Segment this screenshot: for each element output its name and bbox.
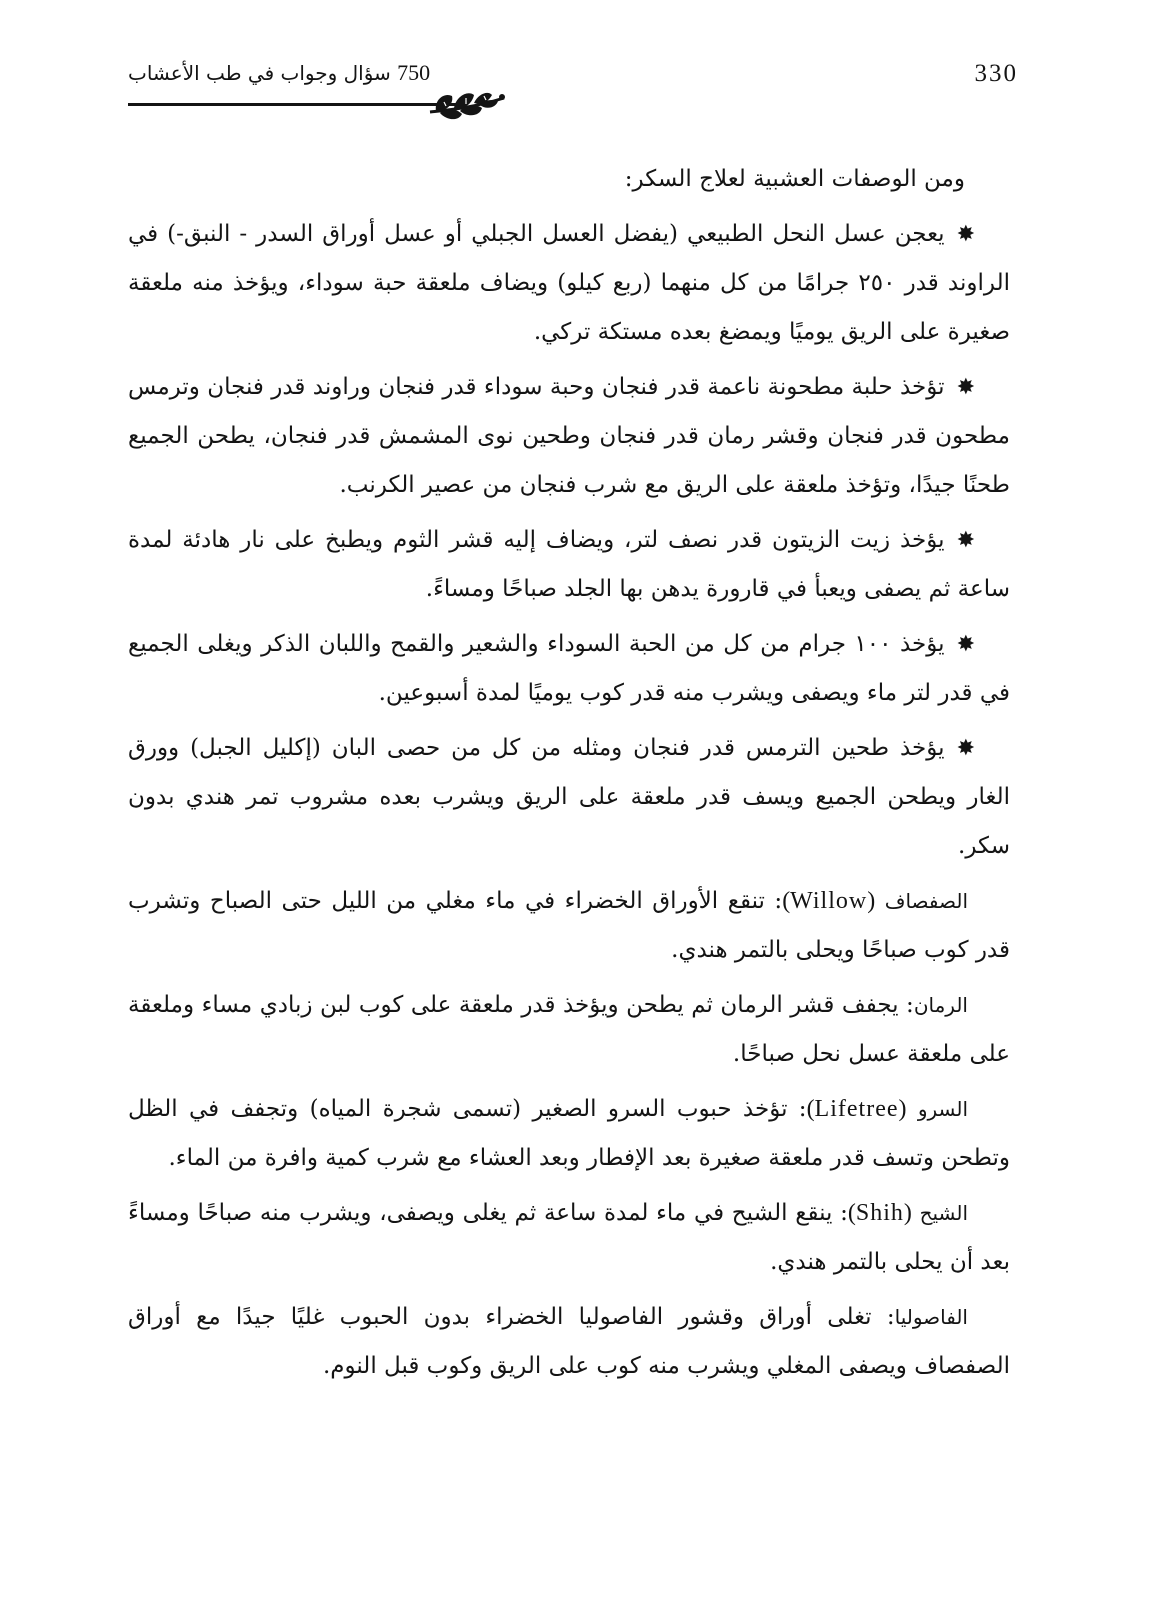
recipe-text: يؤخذ طحين الترمس قدر فنجان ومثله من كل من حصى البان (إكليل الجبل) وورق الغار ويطحن الجميع ويسف قدر ملعقة على الريق ويشرب بعده مشروب تمر هندي بدون سكر. <box>128 735 1010 859</box>
herb-entry <box>128 981 1010 1079</box>
herb-latin-name: (Willow) <box>782 888 876 914</box>
herb-name: السرو <box>917 1097 968 1121</box>
herb-latin-name: (Shih) <box>847 1200 912 1226</box>
herb-description: : تؤخذ حبوب السرو الصغير (تسمى شجرة المياه) وتجفف في الظل وتطحن وتسف قدر ملعقة صغيرة بعد الإفطار وبعد العشاء مع شرب كمية وافرة من الماء. <box>128 1096 1010 1171</box>
bullet-star-icon: ✸ <box>956 632 975 657</box>
herb-name: الشيح <box>919 1201 969 1225</box>
recipes-intro: ومن الوصفات العشبية لعلاج السكر: <box>624 166 965 192</box>
page-number: 330 <box>974 60 1018 87</box>
recipe-bullet <box>128 620 1010 718</box>
herb-entry <box>128 1085 1010 1183</box>
book-title-text: سؤال وجواب في طب الأعشاب <box>128 61 391 85</box>
recipe-text: يؤخذ زيت الزيتون قدر نصف لتر، ويضاف إليه قشر الثوم ويطبخ على نار هادئة لمدة ساعة ثم يصفى ويعبأ في قارورة يدهن بها الجلد صباحًا ومساءً. <box>128 527 1010 602</box>
recipe-bullet <box>128 724 1010 871</box>
page-header <box>128 60 1018 130</box>
herb-entry <box>128 1189 1010 1287</box>
herb-description: : تغلى أوراق وقشور الفاصوليا الخضراء بدون الحبوب غليًا جيدًا مع أوراق الصفصاف ويصفى المغلي ويشرب منه كوب على الريق وكوب قبل النوم. <box>128 1304 1010 1379</box>
recipe-text: تؤخذ حلبة مطحونة ناعمة قدر فنجان وحبة سوداء قدر فنجان وراوند قدر فنجان وترمس مطحون قدر فنجان وقشر رمان قدر فنجان وطحين نوى المشمش قدر فنجان، يطحن الجميع طحنًا جيدًا، وتؤخذ ملعقة على الريق مع شرب فنجان من عصير الكرنب. <box>128 374 1010 498</box>
recipe-text: يؤخذ ١٠٠ جرام من كل من الحبة السوداء والشعير والقمح واللبان الذكر ويغلى الجميع في قدر لتر ماء ويصفى ويشرب منه قدر كوب يوميًا لمدة أسبوعين. <box>128 631 1010 706</box>
bullet-star-icon: ✸ <box>956 375 975 400</box>
recipe-bullet <box>128 363 1010 510</box>
bullet-star-icon: ✸ <box>956 736 975 761</box>
herb-name: الفاصوليا <box>894 1305 968 1329</box>
header-rule <box>128 103 463 106</box>
herb-name: الصفصاف <box>884 889 968 913</box>
recipe-text: يعجن عسل النحل الطبيعي (يفضل العسل الجبلي أو عسل أوراق السدر - النبق-) في الراوند قدر ٢٥٠ جرامًا من كل منهما (ربع كيلو) ويضاف ملعقة حبة سوداء، ويؤخذ منه ملعقة صغيرة على الريق يوميًا ويمضغ بعده مستكة تركي. <box>128 221 1010 345</box>
bullet-star-icon: ✸ <box>956 528 975 553</box>
bullet-star-icon: ✸ <box>956 222 975 247</box>
herb-description: : تنقع الأوراق الخضراء في ماء مغلي من الليل حتى الصباح وتشرب قدر كوب صباحًا ويحلى بالتمر هندي. <box>128 888 1010 963</box>
herb-entry <box>128 1293 1010 1391</box>
recipe-bullet <box>128 210 1010 357</box>
page-content <box>128 155 1010 1397</box>
herb-latin-name: (Lifetree) <box>806 1096 907 1122</box>
herb-description: : يجفف قشر الرمان ثم يطحن ويؤخذ قدر ملعقة على كوب لبن زبادي مساء وملعقة على ملعقة عسل نحل صباحًا. <box>128 992 1010 1067</box>
leaf-ornament-icon <box>426 86 508 122</box>
herb-entry <box>128 877 1010 975</box>
running-book-title <box>128 60 430 86</box>
herb-description: : ينقع الشيح في ماء لمدة ساعة ثم يغلى ويصفى، ويشرب منه صباحًا ومساءً بعد أن يحلى بالتمر هندي. <box>128 1200 1010 1275</box>
recipe-bullet <box>128 516 1010 614</box>
book-title-number: 750 <box>397 60 431 85</box>
herb-name: الرمان <box>913 993 968 1017</box>
